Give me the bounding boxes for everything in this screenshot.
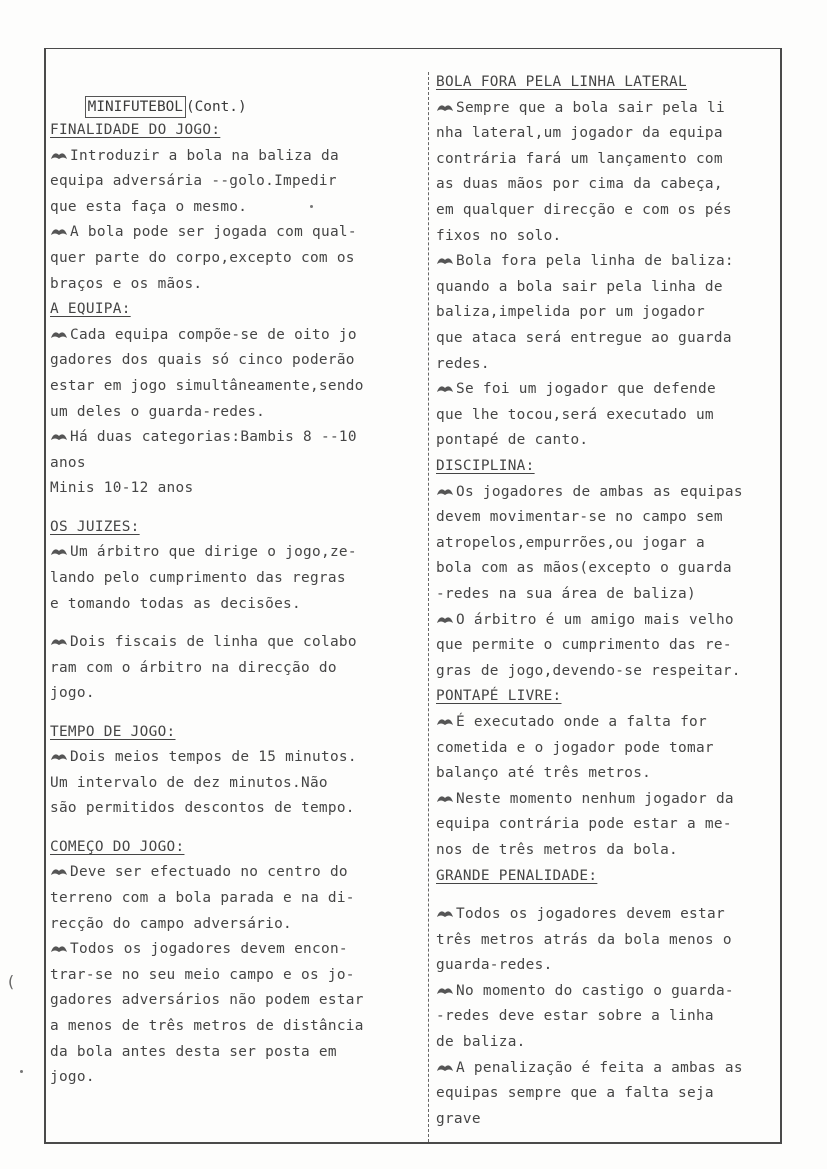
section-heading [436, 70, 687, 96]
text-line [50, 220, 357, 246]
text-line [50, 425, 357, 451]
text-line-content: nha lateral,um jogador da equipa [436, 125, 723, 142]
text-line [50, 540, 357, 566]
section-heading-text: PONTAPÉ LIVRE: [436, 688, 562, 705]
text-line-content: pontapé de canto. [436, 432, 589, 449]
text-line [436, 352, 490, 378]
text-line [436, 787, 734, 813]
leaf-bullet-icon [50, 227, 68, 237]
text-line [436, 147, 723, 173]
text-line-content: O árbitro é um amigo mais velho [456, 611, 734, 628]
text-line-content: Deve ser efectuado no centro do [70, 864, 348, 881]
text-line-content: Dois meios tempos de 15 minutos. [70, 749, 357, 766]
text-line-content: atropelos,empurrões,ou jogar a [436, 534, 705, 551]
text-line-content: bola com as mãos(excepto o guarda [436, 560, 732, 577]
text-line [50, 771, 328, 797]
section-heading [50, 720, 176, 746]
text-line [436, 377, 716, 403]
text-line [50, 1040, 337, 1066]
text-line-content: grave [436, 1110, 481, 1127]
text-line-content: Um árbitro que dirige o jogo,ze- [70, 544, 357, 561]
section-heading [436, 454, 535, 480]
text-line-content: gadores adversários não podem estar [50, 992, 364, 1009]
text-line [50, 272, 202, 298]
text-line [50, 323, 357, 349]
text-line [436, 1107, 481, 1133]
leaf-bullet-icon [436, 256, 454, 266]
text-line [50, 988, 364, 1014]
text-line-content: que esta faça o mesmo. [50, 198, 248, 215]
text-line [436, 633, 732, 659]
text-line-content: estar em jogo simultâneamente,sendo [50, 378, 364, 394]
text-line-content: recção do campo adversário. [50, 915, 293, 932]
text-line [436, 121, 723, 147]
text-line [50, 195, 247, 221]
margin-mark: ( [6, 972, 16, 991]
text-line [436, 326, 732, 352]
leaf-bullet-icon [50, 637, 68, 647]
text-line-content: A bola pode ser jogada com qual- [70, 224, 357, 241]
text-line [50, 246, 355, 272]
text-line [50, 937, 348, 963]
section-heading [50, 118, 220, 144]
text-line-content: baliza,impelida por um jogador [436, 304, 705, 321]
leaf-bullet-icon [50, 867, 68, 877]
text-line-content: equipa contrária pode estar a me- [436, 816, 732, 833]
text-line-content: Os jogadores de ambas as equipas [456, 483, 743, 500]
leaf-bullet-icon [436, 103, 454, 113]
text-line [50, 1065, 95, 1091]
text-line [436, 198, 732, 224]
text-line-content: braços e os mãos. [50, 275, 203, 292]
text-line [436, 1004, 714, 1030]
section-heading-text: BOLA FORA PELA LINHA LATERAL [436, 74, 687, 90]
text-line [436, 96, 725, 122]
text-line [436, 505, 723, 531]
text-line-content: trar-se no seu meio campo e os jo- [50, 966, 355, 983]
text-line-content: guarda-redes. [436, 957, 553, 974]
section-heading [50, 515, 140, 541]
text-line [436, 403, 714, 429]
leaf-bullet-icon [436, 1063, 454, 1073]
text-line-content: jogo. [50, 685, 95, 702]
text-line-content: A penalização é feita a ambas as [456, 1059, 743, 1076]
section-heading-text: A EQUIPA: [50, 301, 131, 318]
text-line-content: contrária fará um lançamento com [436, 150, 723, 167]
text-line-content: da bola antes desta ser posta em [50, 1043, 337, 1060]
text-line [436, 224, 562, 250]
leaf-bullet-icon [50, 944, 68, 954]
text-line [50, 630, 357, 656]
text-line-content: um deles o guarda-redes. [50, 403, 266, 420]
text-line-content: três metros atrás da bola menos o [436, 931, 732, 948]
section-heading [436, 684, 562, 710]
text-line [436, 761, 651, 787]
section-heading-text: OS JUIZES: [50, 518, 140, 535]
section-heading [436, 864, 597, 890]
document-title: MINIFUTEBOL [85, 96, 186, 118]
text-line-content: anos [50, 454, 86, 471]
text-line [436, 902, 725, 928]
text-line [436, 812, 732, 838]
leaf-bullet-icon [436, 384, 454, 394]
text-line-content: Se foi um jogador que defende [456, 381, 716, 398]
text-line-content: Neste momento nenhum jogador da [456, 790, 734, 807]
text-line-content: equipa adversária --golo.Impedir [50, 173, 337, 190]
leaf-bullet-icon [50, 547, 68, 557]
leaf-bullet-icon [50, 151, 68, 161]
text-line-content: e tomando todas as decisões. [50, 595, 301, 612]
leaf-bullet-icon [436, 909, 454, 919]
column-divider [428, 72, 429, 1142]
section-heading-text: COMEÇO DO JOGO: [50, 838, 185, 855]
text-line-content: Todos os jogadores devem estar [456, 906, 725, 922]
text-line-content: Todos os jogadores devem encon- [70, 941, 348, 958]
text-line-content: terreno com a bola parada e na di- [50, 890, 355, 906]
text-line-content: que ataca será entregue ao guarda [436, 330, 732, 346]
text-line [50, 566, 346, 592]
text-line-content: devem movimentar-se no campo sem [436, 509, 723, 526]
text-line-content: que lhe tocou,será executado um [436, 406, 714, 423]
text-line-content: quer parte do corpo,excepto com os [50, 250, 355, 266]
text-line-content: lando pelo cumprimento das regras [50, 570, 346, 586]
leaf-bullet-icon [436, 487, 454, 497]
text-line [50, 348, 355, 374]
text-line [50, 656, 337, 682]
text-line [436, 1081, 714, 1107]
leaf-bullet-icon [50, 432, 68, 442]
section-heading-text: FINALIDADE DO JOGO: [50, 122, 221, 138]
text-line-content: cometida e o jogador pode tomar [436, 739, 714, 756]
text-line-content: É executado onde a falta for [456, 714, 707, 730]
leaf-bullet-icon [436, 986, 454, 996]
text-line-content: gadores dos quais só cinco poderão [50, 352, 355, 369]
text-line [436, 249, 734, 275]
section-heading-text: DISCIPLINA: [436, 458, 535, 474]
document-title-suffix: (Cont.) [185, 99, 247, 115]
text-line [50, 169, 337, 195]
text-line-content: Sempre que a bola sair pela li [456, 99, 725, 116]
text-line [50, 860, 348, 886]
leaf-bullet-icon [436, 717, 454, 727]
text-line [50, 886, 355, 912]
text-line [436, 953, 553, 979]
leaf-bullet-icon [436, 615, 454, 625]
text-line [50, 963, 355, 989]
text-line-content: redes. [436, 355, 490, 372]
text-line-content: Cada equipa compõe-se de oito jo [70, 326, 357, 343]
text-line [436, 608, 734, 634]
text-line [436, 659, 741, 685]
text-line-content: em qualquer direcção e com os pés [436, 202, 732, 218]
text-line [50, 1014, 364, 1040]
text-line [436, 556, 732, 582]
text-line-content: são permitidos descontos de tempo. [50, 800, 355, 817]
section-heading-text: GRANDE PENALIDADE: [436, 867, 598, 884]
text-line [50, 451, 86, 477]
leaf-bullet-icon [436, 794, 454, 804]
text-line [50, 144, 339, 170]
text-line [436, 275, 723, 301]
text-line-content: -redes na sua área de baliza) [436, 586, 696, 602]
text-line [436, 838, 678, 864]
text-line-content: balanço até três metros. [436, 765, 652, 782]
text-line [50, 592, 301, 618]
text-line-content: jogo. [50, 1069, 95, 1086]
text-line [50, 476, 193, 502]
text-line [436, 300, 705, 326]
text-line-content: quando a bola sair pela linha de [436, 278, 723, 295]
text-line [436, 480, 743, 506]
text-line-content: Há duas categorias:Bambis 8 --10 [70, 429, 357, 446]
text-line [436, 736, 714, 762]
text-line-content: Introduzir a bola na baliza da [70, 147, 339, 164]
text-line [50, 681, 95, 707]
text-line-content: fixos no solo. [436, 227, 562, 244]
text-line-content: nos de três metros da bola. [436, 842, 679, 858]
text-line-content: -redes deve estar sobre a linha [436, 1008, 714, 1025]
text-line [436, 428, 588, 454]
text-line-content: de baliza. [436, 1034, 526, 1050]
section-heading [50, 297, 131, 323]
text-line-content: gras de jogo,devendo-se respeitar. [436, 662, 741, 679]
text-line-content: equipas sempre que a falta seja [436, 1085, 714, 1102]
leaf-bullet-icon [50, 752, 68, 762]
text-line [436, 979, 734, 1005]
section-heading-text: TEMPO DE JOGO: [50, 723, 176, 740]
text-line-content: Bola fora pela linha de baliza: [456, 253, 734, 270]
text-line-content: Um intervalo de dez minutos.Não [50, 774, 328, 791]
ink-speck [20, 1070, 23, 1073]
text-line [50, 745, 357, 771]
ink-speck [310, 205, 313, 208]
text-line [50, 400, 265, 426]
text-line [436, 710, 707, 736]
leaf-bullet-icon [50, 330, 68, 340]
text-line [436, 1030, 526, 1056]
text-line [50, 374, 364, 400]
text-line-content: que permite o cumprimento das re- [436, 637, 732, 654]
text-line [436, 531, 705, 557]
text-line-content: ram com o árbitro na direcção do [50, 659, 337, 676]
text-line-content: a menos de três metros de distância [50, 1018, 364, 1034]
text-line-content: Minis 10-12 anos [50, 480, 194, 497]
section-heading [50, 835, 184, 861]
text-line [436, 928, 732, 954]
text-line [50, 796, 355, 822]
text-line [50, 912, 292, 938]
text-line [436, 172, 723, 198]
text-line-content: No momento do castigo o guarda- [456, 982, 734, 999]
text-line [436, 1056, 743, 1082]
text-line [436, 582, 696, 608]
text-line-content: Dois fiscais de linha que colabo [70, 634, 357, 650]
text-line-content: as duas mãos por cima da cabeça, [436, 176, 723, 193]
